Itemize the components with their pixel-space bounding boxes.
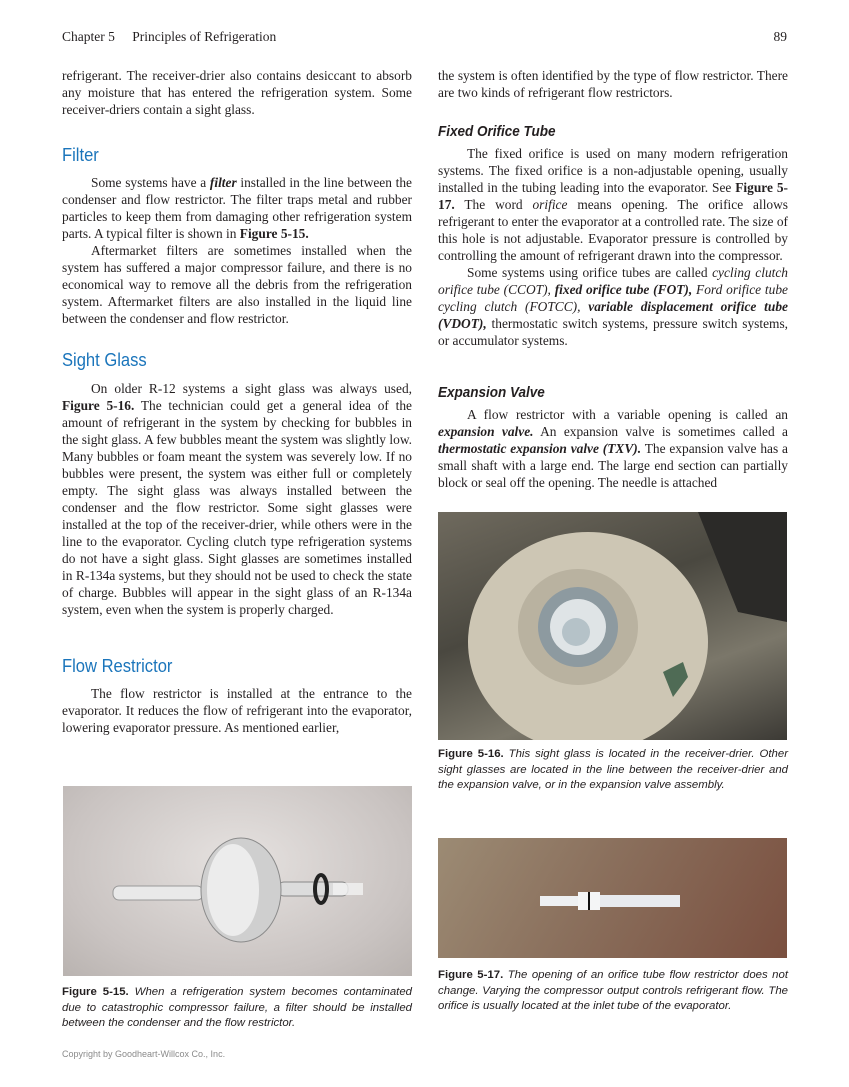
emphasized-term: expansion valve.: [438, 424, 534, 439]
figure-5-16-caption: [438, 747, 788, 794]
heading-fixed-orifice-tube: Fixed Orifice Tube: [438, 123, 556, 140]
heading-expansion-valve: Expansion Valve: [438, 384, 545, 401]
emphasized-term: Ford orifice tube cycling clutch (FOTCC),: [438, 282, 788, 314]
emphasized-term: Figure 5-15.: [239, 226, 309, 241]
chapter-title: Principles of Refrigeration: [132, 29, 277, 44]
heading-flow-restrictor: Flow Restrictor: [62, 656, 173, 676]
orifice-tube-illustration: [438, 838, 787, 958]
paragraph: [62, 685, 412, 736]
fixed-orifice-section: [438, 145, 788, 349]
emphasized-term: variable displacement orifice tube (VDOT),: [438, 299, 788, 331]
text-run: A flow restrictor with a variable opening is called an: [467, 407, 788, 422]
sight-glass-section: [62, 380, 412, 618]
text-run: The flow restrictor is installed at the entrance to the evaporator. It reduces the flow of refrigerant into the evaporator, lowering evaporator pressure. As mentioned earlier,: [62, 686, 412, 735]
paragraph: [438, 264, 788, 349]
filter-section: [62, 174, 412, 327]
heading-filter: Filter: [62, 145, 99, 165]
chapter-number: Chapter 5: [62, 29, 115, 44]
paragraph: [62, 67, 412, 118]
text-run: the system is often identified by the type of flow restrictor. There are two kinds of refrigerant flow restrictors.: [438, 68, 788, 100]
emphasized-term: filter: [209, 175, 237, 190]
caption-text: This sight glass is located in the receiver-drier. Other sight glasses are located in the line between the receiver-drier and the expansion valve, or in the expansion valve assembly.: [438, 748, 788, 792]
text-run: Some systems have a: [91, 175, 210, 190]
emphasized-term: thermostatic expansion valve (TXV).: [438, 441, 642, 456]
text-run: means opening. The orifice allows refrigerant to enter the evaporator at a controlled rate. The size of this hole is not adjustable. Evaporator pressure is controlled by controlling the amount of refrigerant drawn into the compressor.: [438, 197, 789, 263]
figure-5-15-filter-photo: [63, 786, 412, 976]
text-run: On older R-12 systems a sight glass was always used,: [91, 381, 412, 396]
emphasized-term: Figure 5-16.: [62, 398, 135, 413]
paragraph: [62, 380, 412, 618]
caption-text: When a refrigeration system becomes contaminated due to catastrophic compressor failure, a filter should be installed between the condenser and the flow restrictor.: [62, 986, 413, 1030]
heading-sight-glass: Sight Glass: [62, 350, 147, 370]
emphasized-term: cycling clutch orifice tube (CCOT),: [438, 265, 788, 297]
figure-5-16-sight-glass-photo: [438, 512, 787, 740]
page-number: 89: [773, 29, 787, 44]
paragraph: [438, 406, 788, 491]
filter-illustration: [63, 786, 412, 976]
text-run: installed in the line between the condenser and flow restrictor. The filter traps metal and rubber particles to keep them from damaging other refrigeration system parts. A typical filter is shown in: [62, 175, 412, 241]
text-run: Aftermarket filters are sometimes installed when the system has suffered a major compressor failure, and there is no economical way to remove all the debris from the refrigeration system. Aftermarket filters are also installed in the liquid line between the condenser and flow restrictor.: [62, 243, 412, 326]
text-run: An expansion valve is sometimes called a: [533, 424, 788, 439]
text-run: The expansion valve has a small shaft with a large end. The large end section can partially block or seal off the opening. The needle is attached: [438, 441, 788, 490]
figure-label: Figure 5-17.: [438, 969, 504, 981]
figure-5-17-caption: [438, 968, 788, 1015]
emphasized-term: Figure 5-17.: [438, 180, 788, 212]
caption-text: The opening of an orifice tube flow restrictor does not change. Varying the compressor output controls refrigerant flow. The orifice is usually located at the inlet tube of the evaporator.: [438, 969, 788, 1013]
text-run: thermostatic switch systems, pressure switch systems, or accumulator systems.: [438, 316, 788, 348]
text-run: The fixed orifice is used on many modern refrigeration systems. The fixed orifice is a non-adjustable opening, usually installed in the tubing leading into the evaporator. See: [438, 146, 788, 195]
flow-restrictor-section: [62, 685, 412, 736]
text-run: Some systems using orifice tubes are called: [467, 265, 713, 280]
paragraph: [438, 145, 788, 264]
figure-5-17-orifice-tube-photo: [438, 838, 787, 958]
paragraph: [438, 67, 788, 101]
emphasized-term: fixed orifice tube (FOT),: [554, 282, 693, 297]
sight-glass-illustration: [438, 512, 787, 740]
running-header: [62, 29, 276, 45]
copyright: Copyright by Goodheart-Willcox Co., Inc.: [62, 1049, 226, 1059]
emphasized-term: orifice: [532, 197, 568, 212]
figure-label: Figure 5-15.: [62, 986, 129, 998]
text-run: The word: [454, 197, 533, 212]
left-paragraph-intro: [62, 67, 412, 118]
figure-5-15-caption: [62, 985, 412, 1032]
paragraph: [62, 174, 412, 242]
figure-label: Figure 5-16.: [438, 748, 504, 760]
text-run: refrigerant. The receiver-drier also contains desiccant to absorb any moisture that has entered the refrigeration system. Some receiver-driers contain a sight glass.: [62, 68, 412, 117]
expansion-valve-section: [438, 406, 788, 491]
right-paragraph-intro: [438, 67, 788, 101]
paragraph: [62, 242, 412, 327]
text-run: The technician could get a general idea of the amount of refrigerant in the system by checking for bubbles in the sight glass. A few bubbles meant the system was slightly low. Many bubbles or foam meant the system was severely low. If no bubbles were present, the system was either full or completely empty. The sight glass was always installed between the condenser and the flow restrictor. Some sight glasses were installed at the top of the receiver-drier, while others were in the line to the evaporator. Cycling clutch type refrigeration systems do not have a sight glass. Sight glasses are sometimes installed in R-134a systems, but they should not be used to check the state of charge. Bubbles will appear in the sight glass of an R-134a system, even when the system is properly charged.: [62, 398, 412, 617]
